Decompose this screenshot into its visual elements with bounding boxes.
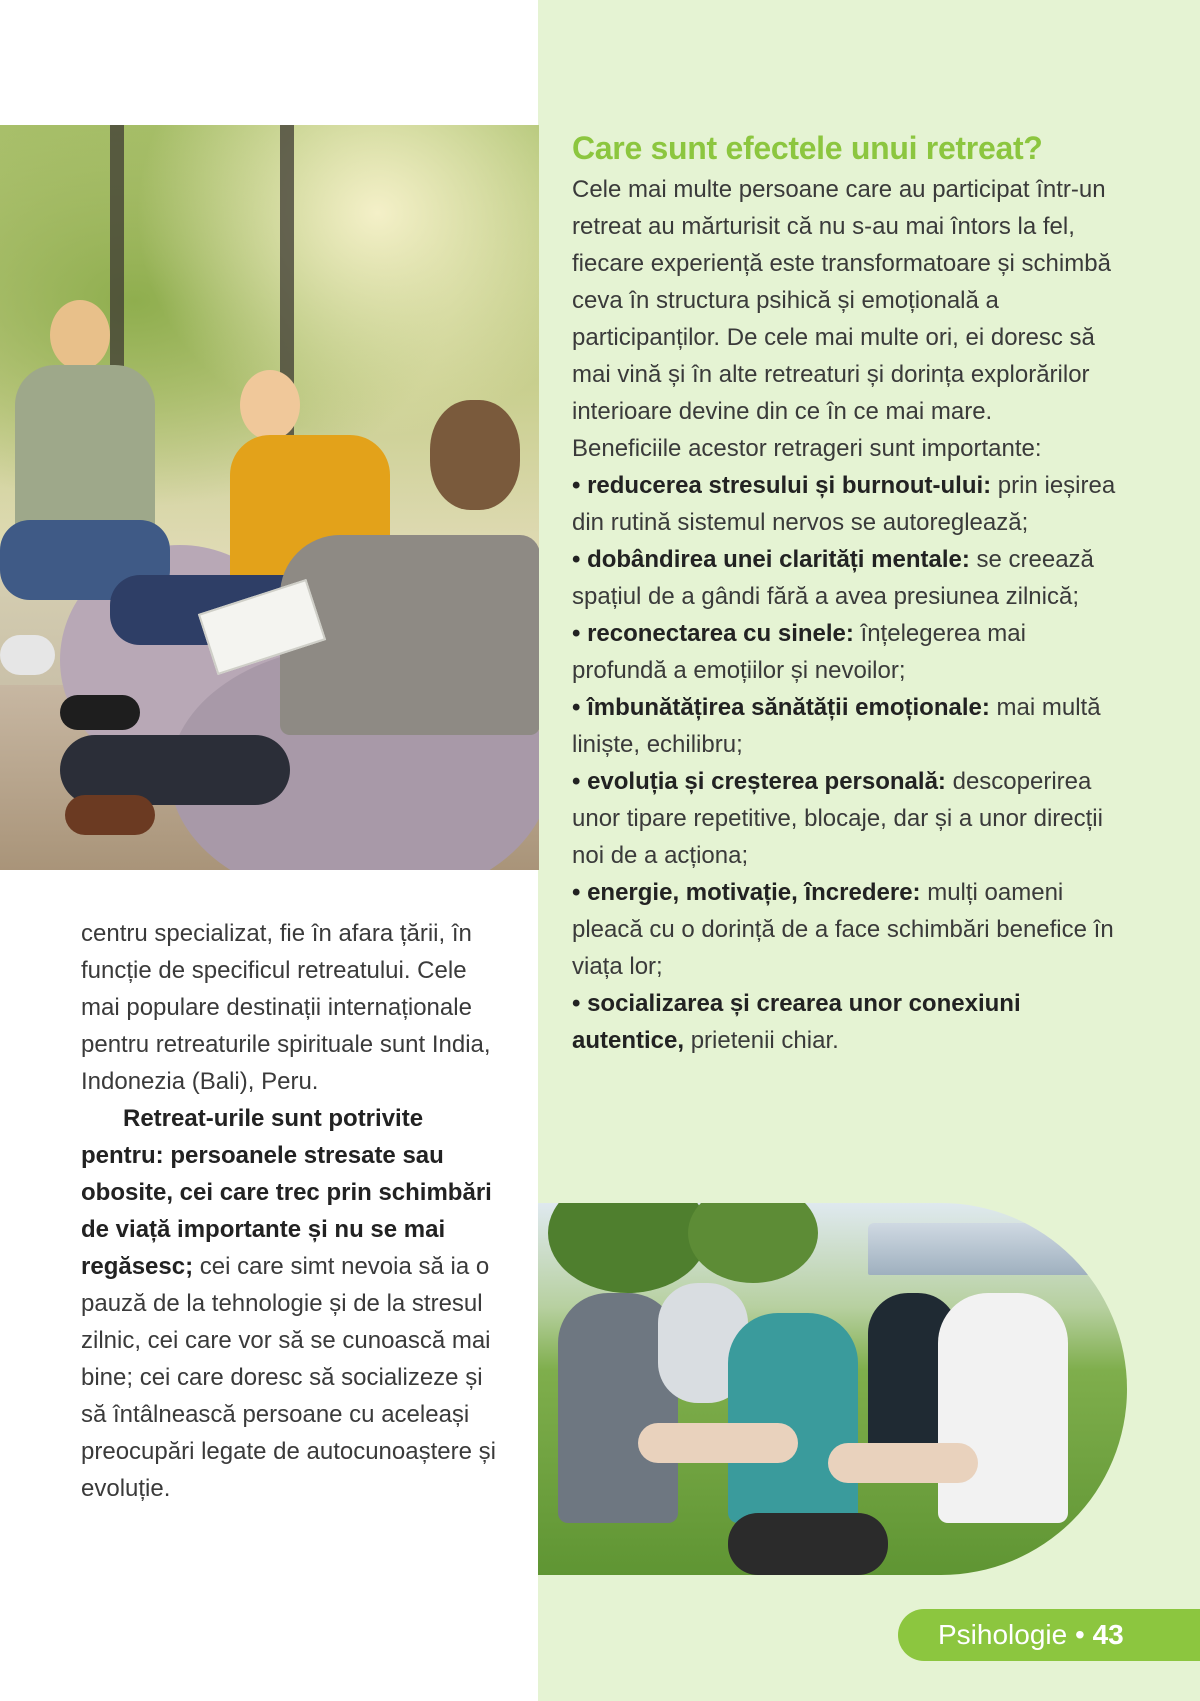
section-label: Psihologie [938, 1619, 1068, 1650]
photo-person-shoe [0, 635, 55, 675]
benefit-item [572, 615, 1124, 689]
separator-dot: • [1067, 1619, 1093, 1650]
photo-tree [688, 1203, 818, 1283]
benefit-text: mulți oameni pleacă cu o dorință de a face schimbări benefice în viața lor; [572, 879, 1114, 980]
benefit-label: • dobândirea unei clarități mentale: [572, 546, 970, 573]
benefit-text: prin ieșirea din rutină sistemul nervos se autoreglează; [572, 472, 1116, 536]
suitability-text: cei care simt nevoia să ia o pauză de la tehnologie și de la stresul zilnic, cei care vor să se cunoască mai bine; cei care doresc să socializeze și să întâlnească persoane cu aceleași preocupări legate de autocunoaștere și evoluție. [81, 1253, 496, 1502]
benefit-item [572, 763, 1124, 874]
photo-person [728, 1513, 888, 1575]
benefit-text: mai multă liniște, echilibru; [572, 694, 1101, 758]
benefits-intro: Beneficiile acestor retrageri sunt importante: [572, 435, 1042, 462]
benefit-label: • îmbunătățirea sănătății emoționale: [572, 694, 990, 721]
section-heading: Care sunt efectele unui retreat? [572, 130, 1043, 166]
benefit-item [572, 541, 1124, 615]
page-number: 43 [1092, 1619, 1124, 1650]
benefit-label: • reconectarea cu sinele: [572, 620, 854, 647]
benefit-item [572, 985, 1124, 1059]
photo-person-head [430, 400, 520, 510]
photo-person-shoe [65, 795, 155, 835]
benefit-text: descoperirea unor tipare repetitive, blocaje, dar și a unor direcții noi de a acționa; [572, 768, 1103, 869]
benefit-label: • energie, motivație, încredere: [572, 879, 921, 906]
photo-person-head [50, 300, 110, 370]
benefit-text: înțelegerea mai profundă a emoțiilor și nevoilor; [572, 620, 1026, 684]
benefit-label: • evoluția și creșterea personală: [572, 768, 946, 795]
photo-person [728, 1313, 858, 1523]
photo-person-shoe [60, 695, 140, 730]
photo-group-on-beanbags [0, 125, 539, 870]
photo-tree [548, 1203, 708, 1293]
benefit-item [572, 874, 1124, 985]
left-column-text [81, 915, 511, 1507]
photo-group-on-grass [538, 1203, 1127, 1575]
page-footer-tab [898, 1609, 1200, 1661]
destinations-paragraph: centru specializat, fie în afara țării, în funcție de specificul retreatului. Cele mai populare destinații internaționale pentru retreaturile spirituale sunt India, Indonezia (Bali), Peru. [81, 920, 491, 1095]
photo-building [868, 1223, 1098, 1275]
benefit-text: prietenii chiar. [684, 1027, 839, 1054]
photo-person-cardigan [15, 365, 155, 535]
benefit-item [572, 467, 1124, 541]
suitability-paragraph [81, 1100, 511, 1507]
photo-person-head [240, 370, 300, 440]
right-column-text [572, 171, 1124, 1059]
photo-person-legs [638, 1423, 798, 1463]
photo-person [938, 1293, 1068, 1523]
suitability-lead: Retreat-urile sunt potrivite pentru: persoanele stresate sau obosite, cei care trec prin schimbări de viață importante și nu se mai regăsesc; [81, 1105, 492, 1280]
benefit-text: se creează spațiul de a gândi fără a avea presiunea zilnică; [572, 546, 1094, 610]
photo-person-legs [828, 1443, 978, 1483]
benefit-label: • socializarea și crearea unor conexiuni autentice, [572, 990, 1021, 1054]
benefit-item [572, 689, 1124, 763]
benefit-label: • reducerea stresului și burnout-ului: [572, 472, 992, 499]
intro-paragraph: Cele mai multe persoane care au participat într-un retreat au mărturisit că nu s-au mai întors la fel, fiecare experiență este transformatoare și schimbă ceva în structura psihică și emoțională a participanților. De cele mai multe ori, ei doresc să mai vină și în alte retreaturi și dorința explorărilor interioare devine din ce în ce mai mare. [572, 176, 1111, 425]
